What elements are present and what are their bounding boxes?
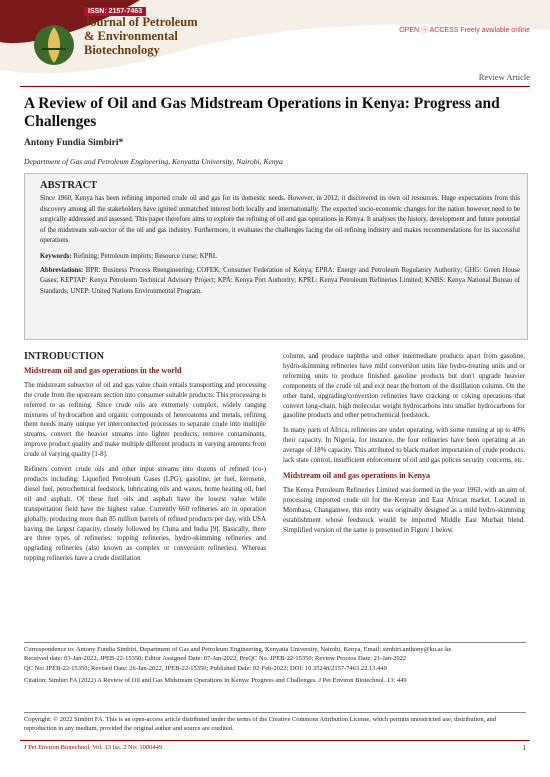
- copyright-divider: [24, 712, 526, 713]
- journal-name-line: Biotechnology: [84, 43, 160, 57]
- subsection-heading: Midstream oil and gas operations in Kenya: [283, 470, 430, 480]
- author-affiliation: Department of Gas and Petroleum Engineering, Kenyatta University, Nairobi, Kenya: [24, 157, 283, 166]
- paragraph: The Kenya Petroleum Refineries Limited was formed in the year 1963, with an aim of processing imported crude oil for the Kenyan and East African market. Located in Mombasa, Changamwe, this entity was originally designed as a mild hydro-skimming establishment whose feedstock would be imported Middle East Murban blend. Simplified version of the same is presented in Figure 1 below.: [283, 486, 525, 534]
- abbreviations-text: BPR: Business Process Reengineering; COFEK: Consumer Federation of Kenya; EPRA: Energy and Petroleum Regulatory Authority; GHG: Green House Gases; KEPTAP: Kenya Petroleum Technical Advisory Project; KPA: Kenya Port Authority; KPRL: Kenya Petroleum Refineries Limited; KNBS: Kenya National Bureau of Standards; UNEP: United Nations Environmental Program.: [40, 266, 520, 295]
- header-divider: [20, 86, 530, 87]
- keywords: [40, 253, 520, 260]
- article-type: Review Article: [478, 72, 530, 82]
- journal-name: [84, 15, 198, 57]
- copyright: Copyright: © 2022 Simbiri FA. This is an open-access article distributed under the terms of the Creative Commons Attribution License, which permits unrestricted use, distribution, and reproduction in any medium, provided the original author and source are credited.: [24, 716, 496, 733]
- received-dates: Received date: 03-Jan-2022, JPEB-22-15350; Editor Assigned Date: 07-Jan-2022, PreQC No. JPEB-22-15350; Review Process Date: 21-Jan-2022: [24, 655, 407, 663]
- paragraph: In many parts of Africa, refineries are under operating, with some running at up to 40% their capacity. In Nigeria, for instance, the four refineries have been operating at an average of 18% capacity. This attributed to black market importation of crude products, lack state control, insufficient enforcement of oil and gas polices security concerns, etc.: [283, 427, 525, 465]
- journal-logo: [28, 5, 80, 75]
- abstract-heading: ABSTRACT: [40, 180, 98, 191]
- qc-dates: QC No: JPEB-22-15350; Revised Date: 26-Jan-2022, JPEB-22-15350; Published Date: 02-Feb-2022; DOI: 10.35248/2157-7463.22.13.449: [24, 664, 387, 672]
- abbreviations-label: Abbreviations:: [40, 266, 84, 274]
- footnotes: [24, 645, 526, 686]
- issn-badge: ISSN: 2157-7463: [84, 7, 146, 16]
- citation: Citation: Simbiri FA (2022) A Review of Oil and Gas Midstream Operations in Kenya: Progress and Challenges. J Pet Environ Biotechnol. 13: 449: [24, 677, 407, 685]
- correspondence: Correspondence to: Antony Fundia Simbiri, Department of Gas and Petroleum Engineering, Kenyatta University, Nairobi, Kenya, Email: simbiri.anthony@ku.ac.ke: [24, 646, 452, 653]
- right-column: [283, 352, 525, 540]
- keywords-label: Keywords:: [40, 252, 72, 260]
- paragraph: Refiners convert crude oils and other input streams into dozens of refined (co-) products including: Liquefied Petroleum Gases (LPG), gasoline, jet fuel, kerosene, diesel fuel, petrochemical feedstock, lubricating oils and waxes, home heating oil, fuel oil and asphalt. Of these fuel oils and asphalt have the lowest value while transportation field have the highest value. Currently 660 refineries are in operation globally, producing more than 85 million barrels of refined products per day, with USA having the largest capacity, closely followed by China and India [9]. Basically, there are three types of refineries: topping refineries, hydro-skimming refineries and upgrading refineries (also known as complex or conversion refineries). Whereas topping refineries have a crude distillation: [24, 466, 266, 563]
- journal-reference: J Pet Environ Biotechnol, Vol. 13 Iss. 2 No: 1000449: [24, 744, 163, 751]
- subsection-heading: Midstream oil and gas operations in the world: [24, 365, 182, 375]
- abstract-content: [40, 180, 520, 297]
- open-access-label[interactable]: OPEN ⓐ ACCESS Freely available online: [399, 27, 530, 34]
- abstract-text: Since 1960, Kenya has been refining imported crude oil and gas for its domestic needs. However, in 2012, it discovered its own oil resources. Huge expectations from this discovery among all the stakeholders have ignited unmatched interest both locally and internationally. The expected socio-economic changes for the nation however need to be surgically addressed and assessed. This paper therefore aims to explore the refining of oil and gas operations in Kenya. It analyses the history, development and future potential of the midstream sub-sector of the oil and gas industry. Furthermore, it evaluates the challenges facing the oil refining industry and makes recommendations for its successful operations.: [40, 195, 520, 244]
- left-column: [24, 352, 266, 569]
- paragraph: The midstream subsector of oil and gas value chain entails transporting and processing the crude from the upstream section into consumer suitable products. This processing is referred to as refining. Since crude oils are extremely complex, widely ranging mixtures of hydrocarbon and organic compounds of heteroatoms and metals, refining them needs many unique yet interconnected processes to separate crude into multiple streams, convert the heavier streams into lighter products, remove contaminants, improve product quality and make multiple different products in varying amounts from crude of varying quality [1-8].: [24, 381, 266, 459]
- paragraph: column, and produce naphtha and other intermediate products apart from gasoline, hydro-skimming refineries have mild conversion units like hydro-treating units and or reforming units to produce finished gasoline products but don't upgrade heavier components of the crude oil and exit near the bottom of the distillation column. On the other hand, upgrading/conversion refineries have cracking or coking operations that convert long-chain, high molecular weight hydrocarbons into smaller hydrocarbons for gasoline products and other petrochemical feedstock.: [283, 353, 525, 420]
- footnote-divider: [24, 642, 526, 643]
- paper-title: A Review of Oil and Gas Midstream Operations in Kenya: Progress and Challenges: [24, 95, 500, 130]
- keywords-text: Refining; Petroleum imports; Resource curse; KPRL: [73, 252, 218, 260]
- abbreviations: [40, 266, 520, 298]
- author-name: Antony Fundia Simbiri*: [24, 138, 124, 148]
- section-heading: INTRODUCTION: [24, 351, 105, 362]
- journal-name-line: & Environmental: [84, 29, 178, 43]
- journal-name-line: Journal of Petroleum: [84, 15, 198, 29]
- footer-divider: [20, 740, 530, 741]
- header-decoration: [0, 0, 550, 80]
- page-number: 1: [522, 744, 526, 752]
